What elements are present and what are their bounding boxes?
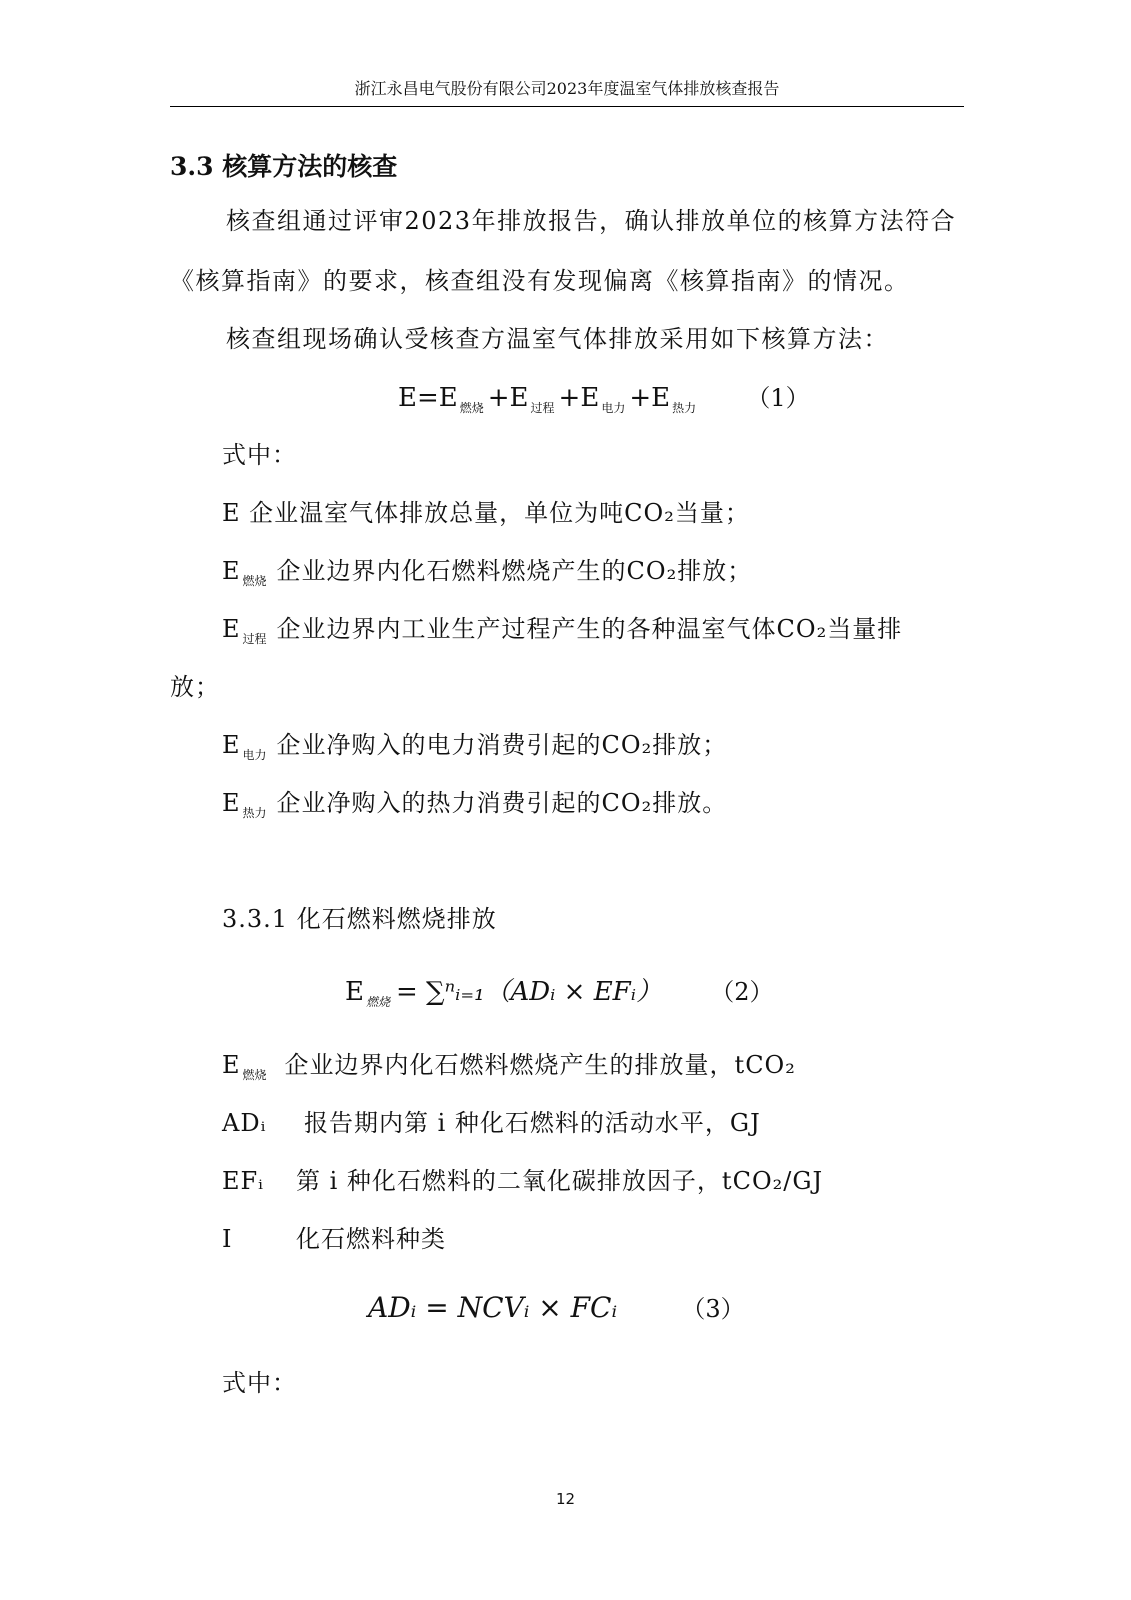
formula-1-sub-power: 电力	[601, 401, 626, 415]
definition-e-process	[222, 612, 902, 650]
page-header: 浙江永昌电气股份有限公司2023年度温室气体排放核查报告	[170, 78, 964, 107]
definition-e-heat	[222, 786, 727, 824]
variable-ef-text: 第 i 种化石燃料的二氧化碳排放因子，tCO₂/GJ	[296, 1167, 824, 1195]
variable-ef-symbol: EFᵢ	[222, 1167, 264, 1195]
formula-2-body: = ∑ⁿᵢ₌₁（ADᵢ × EFᵢ）	[396, 977, 662, 1007]
formula-1-mid-2: +E	[558, 383, 600, 413]
definition-e-power-sub: 电力	[242, 748, 267, 762]
formula-1	[398, 378, 810, 422]
formula-3-number: （3）	[681, 1295, 745, 1323]
variable-ef	[222, 1164, 823, 1198]
definition-e-power	[222, 728, 727, 766]
definition-e-burn-sub: 燃烧	[242, 574, 267, 588]
formula-1-sub-process: 过程	[530, 401, 555, 415]
paragraph-1: 核查组通过评审2023年排放报告，确认排放单位的核算方法符合《核算指南》的要求，核查组没有发现偏离《核算指南》的情况。	[170, 207, 957, 295]
variable-ad-symbol: ADᵢ	[222, 1109, 267, 1137]
variable-i-text: 化石燃料种类	[296, 1225, 446, 1253]
formula-1-sub-burn: 燃烧	[459, 401, 484, 415]
formula-1-number: （1）	[746, 384, 810, 412]
variable-e-burn-text: 企业边界内化石燃料燃烧产生的排放量，tCO₂	[284, 1051, 796, 1079]
formula-2-lhs: E	[345, 977, 364, 1007]
definition-e-heat-symbol: E	[222, 789, 241, 817]
page-number: 12	[555, 1490, 576, 1508]
formula-3	[368, 1288, 745, 1329]
formula-2-lhs-sub: 燃烧	[365, 995, 390, 1009]
formula-2	[345, 972, 774, 1016]
formula-1-mid-1: +E	[487, 383, 529, 413]
subsection-title: 3.3.1 化石燃料燃烧排放	[222, 905, 497, 933]
definition-e-power-symbol: E	[222, 731, 241, 759]
definition-e-heat-text: 企业净购入的热力消费引起的CO₂排放。	[276, 789, 728, 817]
variable-ad-text: 报告期内第 i 种化石燃料的活动水平，GJ	[304, 1109, 761, 1137]
definition-e-burn-symbol: E	[222, 557, 241, 585]
shizhong-label-2: 式中：	[222, 1369, 297, 1397]
definition-e-burn	[222, 554, 752, 592]
section-title: 3.3 核算方法的核查	[170, 152, 398, 181]
variable-i-symbol: I	[222, 1225, 233, 1253]
paragraph-2: 核查组现场确认受核查方温室气体排放采用如下核算方法：	[226, 325, 889, 353]
definition-e	[222, 496, 750, 530]
variable-e-burn-symbol: E	[222, 1051, 241, 1079]
variable-e-burn	[222, 1048, 796, 1086]
formula-3-body: ADᵢ = NCVᵢ × FCᵢ	[368, 1291, 618, 1324]
definition-e-heat-sub: 热力	[242, 806, 267, 820]
variable-ad	[222, 1106, 761, 1140]
definition-e-process-symbol: E	[222, 615, 241, 643]
definition-e-process-text: 企业边界内工业生产过程产生的各种温室气体CO₂当量排	[276, 615, 903, 643]
definition-e-power-text: 企业净购入的电力消费引起的CO₂排放；	[276, 731, 728, 759]
definition-e-burn-text: 企业边界内化石燃料燃烧产生的CO₂排放；	[276, 557, 753, 585]
variable-i	[222, 1222, 446, 1256]
definition-e-text: 企业温室气体排放总量，单位为吨CO₂当量；	[249, 499, 750, 527]
definition-e-process-sub: 过程	[242, 632, 267, 646]
formula-1-prefix: E=E	[398, 383, 458, 413]
definition-e-process-continuation: 放；	[170, 673, 220, 701]
definition-e-symbol: E	[222, 499, 241, 527]
shizhong-label-1: 式中：	[222, 441, 297, 469]
formula-1-sub-heat: 热力	[672, 401, 697, 415]
formula-1-mid-3: +E	[629, 383, 671, 413]
formula-2-number: （2）	[710, 978, 774, 1006]
variable-e-burn-sub: 燃烧	[242, 1068, 267, 1082]
